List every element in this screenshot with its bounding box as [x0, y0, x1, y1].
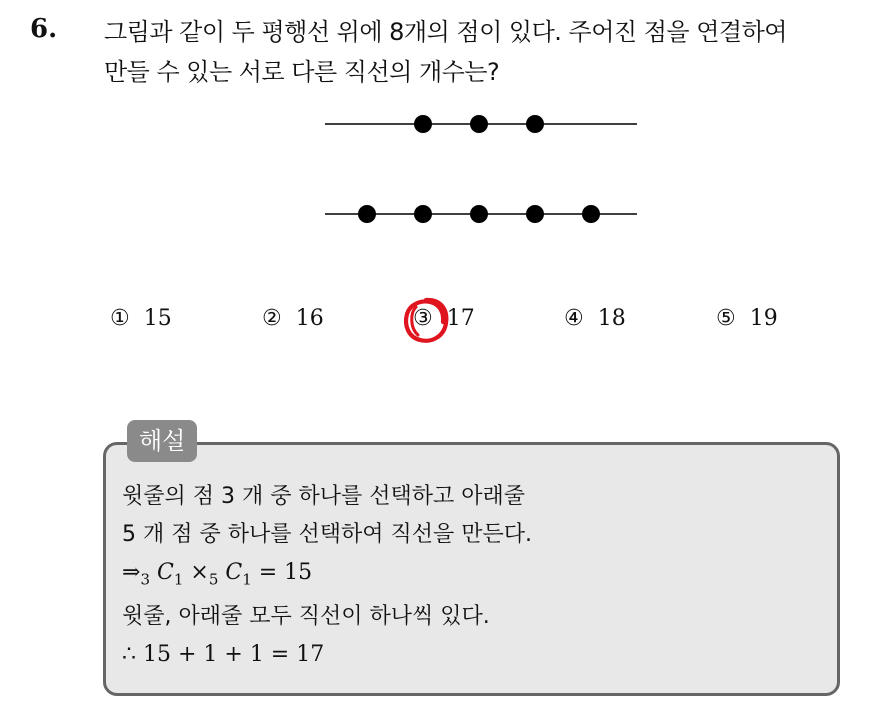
choice-1[interactable] — [110, 306, 172, 331]
choice-4[interactable] — [564, 306, 626, 331]
choice-5[interactable] — [716, 306, 778, 331]
bottom-point — [470, 205, 488, 223]
answer-circle-mark — [400, 295, 452, 347]
solution-line-2: 5 개 점 중 하나를 선택하여 직선을 만든다. — [122, 522, 532, 547]
choice-2-value: 16 — [295, 306, 324, 331]
question-line-1: 그림과 같이 두 평행선 위에 8개의 점이 있다. 주어진 점을 연결하여 — [104, 18, 787, 46]
bottom-point — [414, 205, 432, 223]
choice-3-value: 17 — [446, 306, 475, 331]
solution-line-1: 윗줄의 점 3 개 중 하나를 선택하고 아래줄 — [122, 484, 525, 509]
choice-5-mark: ⑤ — [716, 306, 736, 331]
solution-tag: 해설 — [127, 420, 197, 462]
choice-4-value: 18 — [597, 306, 626, 331]
top-point — [414, 115, 432, 133]
choice-2[interactable] — [262, 306, 324, 331]
solution-formula: $\Rightarrow_3$ $C_1 \times_5$ $C_1 = 15$ — [122, 560, 313, 589]
question-number: 6. — [30, 14, 58, 44]
top-point — [470, 115, 488, 133]
choice-3-mark: ③ — [413, 306, 433, 331]
choice-4-mark: ④ — [564, 306, 584, 331]
solution-conclusion: ∴ 15 + 1 + 1 = 17 — [122, 642, 325, 668]
choice-5-value: 19 — [749, 306, 778, 331]
top-point — [526, 115, 544, 133]
parallel-lines-figure — [0, 0, 884, 300]
solution-text — [122, 478, 822, 674]
question-line-2: 만들 수 있는 서로 다른 직선의 개수는? — [104, 58, 500, 86]
choice-1-value: 15 — [143, 306, 172, 331]
bottom-point — [526, 205, 544, 223]
choice-1-mark: ① — [110, 306, 130, 331]
bottom-point — [582, 205, 600, 223]
solution-line-4: 윗줄, 아래줄 모두 직선이 하나씩 있다. — [122, 604, 490, 630]
choice-2-mark: ② — [262, 306, 282, 331]
bottom-point — [358, 205, 376, 223]
